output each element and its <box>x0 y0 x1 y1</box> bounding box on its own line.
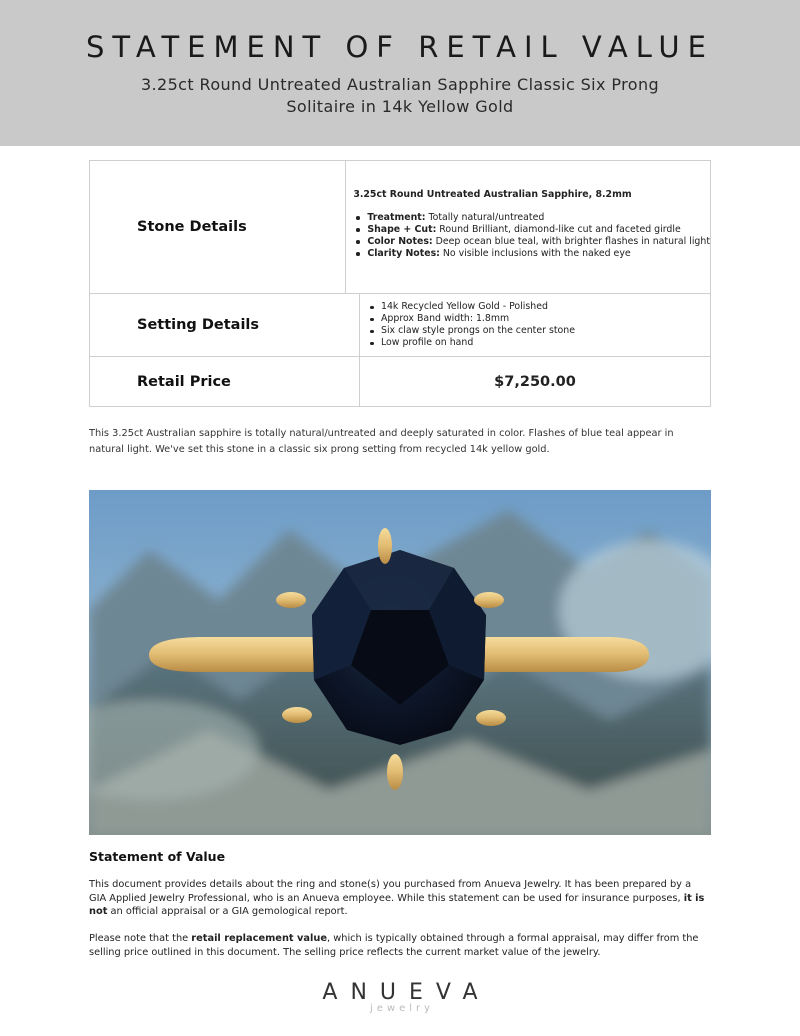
brand-logo <box>0 980 800 1014</box>
list-item: Six claw style prongs on the center stone <box>367 325 710 337</box>
details-table <box>89 160 711 407</box>
stone-details-row <box>90 161 710 294</box>
item-key: Clarity Notes: <box>367 247 440 259</box>
text-segment: Please note that the <box>89 933 192 944</box>
item-key: Treatment: <box>367 211 426 223</box>
text-segment: This document provides details about the ring and stone(s) you purchased from Anueva Jewelry. It has been prepared by a GIA Applied Jewelry Professional, who is an Anueva employee. While this statement can be used for insurance purposes, <box>89 879 692 904</box>
setting-details-value <box>360 294 710 356</box>
stone-details-value <box>346 161 710 293</box>
item-text: Totally natural/untreated <box>425 211 545 223</box>
list-item <box>353 224 710 236</box>
stone-details-label: Stone Details <box>90 161 346 293</box>
item-text: No visible inclusions with the naked eye <box>439 247 631 259</box>
list-item: Approx Band width: 1.8mm <box>367 313 710 325</box>
retail-price-row <box>90 357 710 406</box>
list-item: Low profile on hand <box>367 337 710 349</box>
ring-photo <box>89 490 711 835</box>
setting-details-label: Setting Details <box>90 294 360 356</box>
brand-subtitle: jewelry <box>369 1003 435 1014</box>
list-item <box>353 236 710 248</box>
retail-price-label: Retail Price <box>90 357 360 406</box>
document-title: STATEMENT OF RETAIL VALUE <box>86 30 714 64</box>
item-text: Deep ocean blue teal, with brighter flashes in natural light <box>432 235 710 247</box>
retail-price-value: $7,250.00 <box>494 373 576 390</box>
retail-price-cell <box>360 357 710 406</box>
intro-paragraph: This 3.25ct Australian sapphire is totally natural/untreated and deeply saturated in color. Flashes of blue teal appear in natural light. We've set this stone in a classic six prong setting from recycled 14k yellow gold. <box>89 428 674 455</box>
emphasis-text: it is not <box>89 892 705 918</box>
setting-details-list <box>367 301 710 349</box>
text-segment: , which is typically obtained through a formal appraisal, may differ from the selling price outlined in this document. The selling price reflects the current market value of the jewelry. <box>89 933 699 958</box>
emphasis-text: retail replacement value <box>191 933 327 944</box>
stone-details-list <box>353 212 710 260</box>
text-segment: an official appraisal or a GIA gemological report. <box>107 906 348 918</box>
list-item <box>353 248 710 260</box>
setting-details-row <box>90 294 710 357</box>
stone-heading: 3.25ct Round Untreated Australian Sapphire, 8.2mm <box>353 188 632 200</box>
item-key: Shape + Cut: <box>367 223 437 235</box>
list-item: 14k Recycled Yellow Gold - Polished <box>367 301 710 313</box>
statement-paragraph-2 <box>89 932 711 959</box>
item-key: Color Notes: <box>367 235 433 247</box>
brand-name: ANUEVA <box>322 980 491 1005</box>
statement-title: Statement of Value <box>89 849 226 864</box>
document-subtitle: 3.25ct Round Untreated Australian Sapphire Classic Six Prong Solitaire in 14k Yellow Gold <box>140 75 660 116</box>
list-item <box>353 212 710 224</box>
item-text: Round Brilliant, diamond-like cut and faceted girdle <box>436 223 681 235</box>
header-banner <box>0 0 800 146</box>
statement-paragraph-1 <box>89 878 711 919</box>
